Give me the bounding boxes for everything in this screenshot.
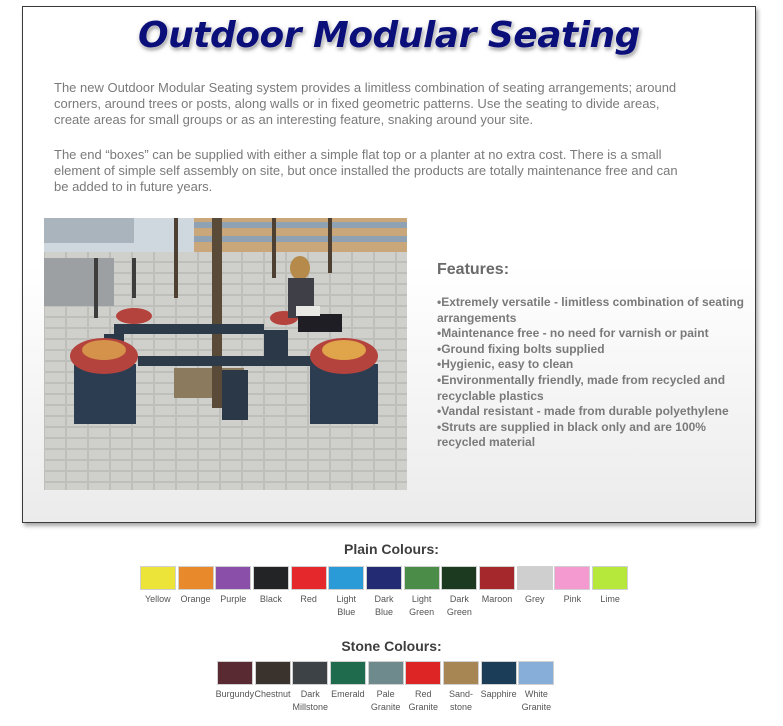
stone-colours-heading: Stone Colours: bbox=[341, 638, 442, 654]
plain-swatch-chip bbox=[140, 566, 176, 590]
features-list bbox=[437, 295, 747, 451]
stone-swatch bbox=[367, 661, 405, 713]
plain-swatch-label: Light Green bbox=[409, 594, 435, 617]
plain-swatch-chip bbox=[404, 566, 440, 590]
plain-swatch-label: Orange bbox=[180, 594, 211, 604]
features-heading: Features: bbox=[437, 261, 510, 278]
stone-swatch-label: Dark Millstone bbox=[292, 689, 328, 712]
stone-swatch-label: Burgundy bbox=[215, 689, 255, 699]
plain-swatch-label: Yellow bbox=[145, 594, 171, 604]
stone-swatch-label: Sand- stone bbox=[448, 689, 473, 712]
plain-swatch bbox=[554, 566, 592, 618]
stone-swatch-chip bbox=[405, 661, 441, 685]
stone-swatch-label: White Granite bbox=[521, 689, 552, 712]
intro-paragraph-2: The end “boxes” can be supplied with either a simple flat top or a planter at no extra cost. There is a small element of simple self assembly on site, but once installed the products are totally maintenance free and can be added to in future years. bbox=[54, 147, 678, 194]
stone-swatch-chip bbox=[518, 661, 554, 685]
stone-swatch bbox=[518, 661, 556, 713]
plain-swatch-chip bbox=[178, 566, 214, 590]
feature-item: • Hygienic, easy to clean bbox=[437, 357, 747, 373]
stone-swatch bbox=[404, 661, 442, 713]
plain-swatch-label: Lime bbox=[600, 594, 620, 604]
plain-swatch bbox=[441, 566, 479, 618]
stone-swatch bbox=[291, 661, 329, 713]
plain-swatch bbox=[516, 566, 554, 618]
stone-swatch-chip bbox=[255, 661, 291, 685]
plain-swatch bbox=[177, 566, 215, 618]
stone-swatch bbox=[442, 661, 480, 713]
plain-swatch bbox=[290, 566, 328, 618]
plain-swatch bbox=[403, 566, 441, 618]
plain-swatch-chip bbox=[215, 566, 251, 590]
stone-swatch bbox=[329, 661, 367, 713]
stone-swatch-chip bbox=[292, 661, 328, 685]
plain-swatch-label: Grey bbox=[524, 594, 545, 604]
plain-swatch bbox=[365, 566, 403, 618]
feature-item: • Vandal resistant - made from durable polyethylene bbox=[437, 404, 747, 420]
plain-swatch-chip bbox=[328, 566, 364, 590]
stone-swatch-chip bbox=[217, 661, 253, 685]
plain-swatch bbox=[591, 566, 629, 618]
plain-swatch-chip bbox=[366, 566, 402, 590]
plain-swatch-label: Dark Green bbox=[446, 594, 472, 617]
feature-item: • Extremely versatile - limitless combination of seating arrangements bbox=[437, 295, 747, 326]
stone-swatch bbox=[216, 661, 254, 713]
feature-item: • Maintenance free - no need for varnish or paint bbox=[437, 326, 747, 342]
stone-swatch bbox=[480, 661, 518, 713]
stone-swatch-chip bbox=[330, 661, 366, 685]
stone-swatch-label: Pale Granite bbox=[370, 689, 401, 712]
plain-swatch bbox=[252, 566, 290, 618]
plain-swatch-chip bbox=[291, 566, 327, 590]
plain-swatch-chip bbox=[479, 566, 515, 590]
plain-swatch-chip bbox=[517, 566, 553, 590]
plain-swatch-label: Light Blue bbox=[336, 594, 357, 617]
stone-swatch-label: Emerald bbox=[331, 689, 365, 699]
plain-swatch bbox=[327, 566, 365, 618]
feature-item: • Ground fixing bolts supplied bbox=[437, 342, 747, 358]
stone-colours-swatches bbox=[216, 661, 555, 713]
plain-swatch-label: Red bbox=[300, 594, 317, 604]
stone-swatch-chip bbox=[443, 661, 479, 685]
feature-item: • Environmentally friendly, made from recycled and recyclable plastics bbox=[437, 373, 747, 404]
plain-swatch bbox=[478, 566, 516, 618]
stone-swatch-label: Chestnut bbox=[254, 689, 291, 699]
feature-item: • Struts are supplied in black only and are 100% recycled material bbox=[437, 420, 747, 451]
intro-paragraph-1: The new Outdoor Modular Seating system provides a limitless combination of seating arrangements; around corners, around trees or posts, along walls or in fixed geometric patterns. Use the seating to divide areas, create areas for small groups or as an interesting feature, snaking around your site. bbox=[54, 80, 677, 127]
stone-swatch-chip bbox=[481, 661, 517, 685]
plain-swatch-label: Maroon bbox=[481, 594, 513, 604]
plain-swatch-chip bbox=[253, 566, 289, 590]
stone-swatch-chip bbox=[368, 661, 404, 685]
stone-swatch-label: Sapphire bbox=[480, 689, 517, 699]
plain-swatch bbox=[139, 566, 177, 618]
plain-swatch bbox=[214, 566, 252, 618]
stone-swatch bbox=[254, 661, 292, 713]
plain-swatch-label: Pink bbox=[563, 594, 582, 604]
plain-swatch-label: Dark Blue bbox=[374, 594, 394, 617]
page-title: Outdoor Modular Seating bbox=[138, 15, 640, 56]
plain-colours-swatches bbox=[139, 566, 629, 618]
product-photo bbox=[44, 218, 407, 490]
plain-swatch-chip bbox=[554, 566, 590, 590]
plain-colours-heading: Plain Colours: bbox=[344, 541, 439, 557]
stone-swatch-label: Red Granite bbox=[408, 689, 439, 712]
plain-swatch-chip bbox=[441, 566, 477, 590]
plain-swatch-label: Purple bbox=[220, 594, 247, 604]
plain-swatch-label: Black bbox=[259, 594, 282, 604]
product-panel bbox=[22, 6, 756, 523]
plain-swatch-chip bbox=[592, 566, 628, 590]
